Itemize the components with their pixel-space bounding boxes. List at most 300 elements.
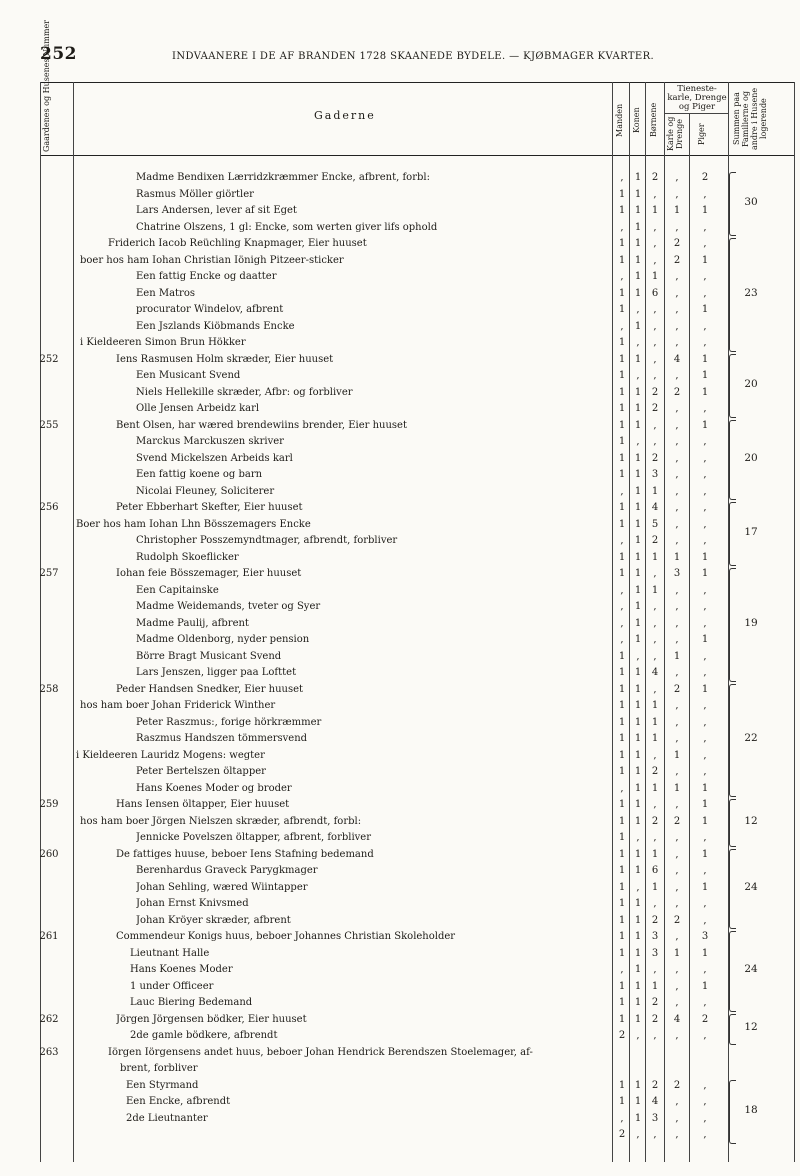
resident-text: Friderich Iacob Reüchling Knapmager, Eier huuset (108, 238, 370, 249)
count-piger: , (703, 287, 707, 299)
resident-entry (130, 1028, 610, 1044)
count-konen: 1 (634, 898, 642, 909)
count-piger: , (703, 733, 707, 744)
table-row (0, 748, 800, 764)
count-manden: 1 (618, 403, 626, 414)
count-karle: , (675, 733, 679, 744)
count-piger: , (703, 1079, 707, 1091)
resident-entry (136, 302, 610, 318)
resident-text: Raszmus Handszen tömmersvend (136, 733, 310, 744)
count-konen: , (636, 436, 640, 447)
count-piger: 1 (701, 568, 709, 579)
count-manden: 1 (618, 799, 626, 810)
count-karle: , (675, 716, 679, 728)
count-manden: 1 (618, 832, 626, 843)
count-piger: , (703, 914, 707, 926)
count-bornene: 1 (651, 716, 659, 728)
rule-tjeneste-sub (664, 113, 728, 114)
count-manden: 1 (618, 914, 626, 926)
count-bornene: 4 (651, 502, 659, 513)
count-bornene: , (653, 221, 657, 233)
count-piger: , (703, 700, 707, 711)
count-karle: , (675, 188, 679, 200)
resident-entry (136, 533, 610, 549)
count-piger: , (703, 320, 707, 332)
resident-text: 2de Lieutnanter (126, 1113, 211, 1124)
group-brace (729, 420, 736, 501)
table-row (0, 1061, 800, 1077)
resident-text: procurator Windelov, afbrent (136, 304, 286, 315)
table-row (0, 484, 800, 500)
count-karle: 2 (673, 914, 681, 926)
count-karle: , (675, 931, 679, 942)
table-row (0, 1111, 800, 1127)
resident-entry (136, 616, 610, 632)
table-row (0, 764, 800, 780)
count-karle: , (675, 1030, 679, 1041)
group-brace (729, 849, 736, 930)
count-manden: 1 (618, 667, 626, 678)
header-gaardenes: Gaardenes og Husenes Nummer (42, 19, 51, 152)
table-row (0, 814, 800, 830)
house-number: 255 (39, 419, 59, 431)
count-bornene: 1 (651, 551, 659, 563)
count-konen: , (636, 304, 640, 315)
count-piger: , (703, 667, 707, 678)
count-karle: , (675, 419, 679, 431)
count-konen: 1 (634, 733, 642, 744)
count-konen: , (636, 337, 640, 348)
count-karle: , (675, 485, 679, 497)
table-row (0, 830, 800, 846)
group-total: 18 (744, 1103, 758, 1116)
table-row (0, 269, 800, 285)
resident-text: Johan Ernst Knivsmed (136, 898, 252, 909)
table-row (0, 1045, 800, 1061)
resident-entry (136, 665, 610, 681)
table-row (0, 368, 800, 384)
count-bornene: 2 (651, 1079, 659, 1091)
group-total: 12 (744, 814, 758, 827)
table-row (0, 302, 800, 318)
count-manden: 1 (618, 386, 626, 398)
count-bornene: 4 (651, 1096, 659, 1107)
count-karle: , (675, 370, 679, 381)
count-konen: 1 (634, 271, 642, 282)
count-manden: , (620, 271, 624, 282)
resident-entry (136, 764, 610, 780)
resident-entry (136, 368, 610, 384)
count-piger: , (703, 436, 707, 447)
count-karle: , (675, 848, 679, 860)
count-manden: , (620, 1112, 624, 1124)
count-konen: 1 (634, 716, 642, 728)
resident-entry (76, 517, 610, 533)
count-manden: 1 (618, 815, 626, 827)
group-brace (729, 354, 736, 418)
count-konen: 1 (634, 188, 642, 200)
count-bornene: , (653, 370, 657, 381)
count-manden: 1 (618, 254, 626, 266)
resident-text: hos ham boer Johan Friderick Winther (80, 700, 278, 711)
resident-text: Peder Handsen Snedker, Eier huuset (116, 684, 306, 695)
count-manden: 1 (618, 287, 626, 299)
table-row (0, 847, 800, 863)
resident-entry (136, 781, 610, 797)
count-konen: 1 (634, 551, 642, 563)
count-bornene: , (653, 832, 657, 843)
resident-text: Chatrine Olszens, 1 gl: Encke, som werten giver lifs ophold (136, 222, 440, 233)
resident-entry (76, 748, 610, 764)
house-number: 258 (39, 683, 59, 695)
count-manden: 1 (618, 188, 626, 200)
count-karle: , (675, 1112, 679, 1124)
table-row (0, 319, 800, 335)
resident-text: Een Jszlands Kiöbmands Encke (136, 321, 298, 332)
count-piger: , (703, 766, 707, 777)
group-brace (729, 172, 736, 236)
count-bornene: , (653, 650, 657, 662)
group-brace (729, 931, 736, 1012)
resident-text: Jennicke Povelszen öltapper, afbrent, forbliver (136, 832, 374, 843)
count-piger: , (703, 617, 707, 629)
count-konen: 1 (634, 617, 642, 629)
count-karle: , (675, 304, 679, 315)
count-bornene: 2 (651, 815, 659, 827)
count-manden: 1 (618, 898, 626, 909)
table-row (0, 566, 800, 582)
resident-text: boer hos ham Iohan Christian Iönigh Pitzeer-sticker (80, 255, 347, 266)
count-karle: , (675, 766, 679, 777)
resident-entry (136, 467, 610, 483)
count-manden: 1 (618, 931, 626, 942)
group-total: 20 (744, 451, 758, 464)
count-bornene: , (653, 188, 657, 200)
count-bornene: , (653, 238, 657, 249)
count-manden: 1 (618, 551, 626, 563)
group-brace (729, 568, 736, 682)
count-bornene: , (653, 964, 657, 975)
resident-entry (80, 253, 610, 269)
resident-entry (136, 863, 610, 879)
count-manden: 1 (618, 452, 626, 464)
group-brace (729, 799, 736, 847)
count-piger: , (703, 1129, 707, 1140)
count-manden: 1 (618, 947, 626, 959)
resident-entry (136, 632, 610, 648)
group-total: 24 (744, 963, 758, 976)
count-bornene: 2 (651, 535, 659, 546)
table-row (0, 533, 800, 549)
count-piger: , (703, 584, 707, 596)
resident-entry (80, 698, 610, 714)
resident-text: Iens Rasmusen Holm skræder, Eier huuset (116, 354, 336, 365)
resident-text: Een Encke, afbrendt (126, 1096, 233, 1107)
count-bornene: , (653, 601, 657, 612)
resident-text: Madme Weidemands, tveter og Syer (136, 601, 323, 612)
header-piger: Piger (697, 123, 706, 145)
count-manden: 1 (618, 865, 626, 876)
resident-entry (136, 484, 610, 500)
header-bornene: Børnene (649, 102, 658, 138)
count-konen: , (636, 832, 640, 843)
resident-entry (126, 1111, 610, 1127)
count-karle: 1 (673, 782, 681, 794)
table-row (0, 352, 800, 368)
count-bornene: 3 (651, 469, 659, 480)
count-piger: 1 (701, 551, 709, 563)
table-row (0, 863, 800, 879)
count-karle: , (675, 832, 679, 843)
resident-text: Johan Kröyer skræder, afbrent (136, 915, 294, 926)
count-karle: , (675, 221, 679, 233)
resident-text: Hans Iensen öltapper, Eier huuset (116, 799, 292, 810)
resident-text: Marckus Marckuszen skriver (136, 436, 287, 447)
group-total: 19 (744, 616, 758, 629)
count-konen: 1 (634, 469, 642, 480)
resident-text: Christopher Posszemyndtmager, afbrendt, forbliver (136, 535, 400, 546)
count-manden: , (620, 584, 624, 596)
resident-text: Madme Bendixen Lærridzkræmmer Encke, afbrent, forbl: (136, 172, 433, 183)
resident-entry (130, 946, 610, 962)
count-konen: 1 (634, 254, 642, 266)
table-row (0, 616, 800, 632)
count-karle: , (675, 997, 679, 1008)
resident-text: Rasmus Möller giörtler (136, 189, 257, 200)
leader-dots (136, 296, 610, 297)
house-number: 260 (39, 848, 59, 860)
count-manden: 1 (618, 881, 626, 893)
count-manden: 1 (618, 749, 626, 761)
count-piger: 1 (701, 683, 709, 695)
count-piger: 1 (701, 848, 709, 860)
group-brace (729, 502, 736, 566)
count-karle: , (675, 584, 679, 596)
count-karle: 1 (673, 749, 681, 761)
count-karle: , (675, 980, 679, 992)
house-number: 261 (39, 931, 59, 942)
count-konen: 1 (634, 205, 642, 216)
resident-entry (130, 979, 610, 995)
house-number: 256 (39, 502, 59, 513)
count-konen: 1 (634, 518, 642, 530)
count-konen: 1 (634, 535, 642, 546)
table-row (0, 682, 800, 698)
count-piger: 1 (701, 881, 709, 893)
count-manden: 1 (618, 650, 626, 662)
count-konen: 1 (634, 1013, 642, 1025)
resident-text: Lars Andersen, lever af sit Eget (136, 205, 300, 216)
count-karle: , (675, 617, 679, 629)
count-bornene: 6 (651, 865, 659, 876)
count-piger: , (703, 898, 707, 909)
resident-text: Lauc Biering Bedemand (130, 997, 255, 1008)
count-manden: , (620, 535, 624, 546)
count-manden: 1 (618, 733, 626, 744)
count-manden: , (620, 320, 624, 332)
count-piger: 1 (701, 205, 709, 216)
resident-text: brent, forbliver (120, 1063, 201, 1074)
count-manden: 2 (618, 1030, 626, 1041)
table-row (0, 698, 800, 714)
resident-text: Peter Bertelszen öltapper (136, 766, 269, 777)
count-konen: 1 (634, 238, 642, 249)
count-konen: , (636, 370, 640, 381)
resident-entry (120, 1061, 610, 1077)
table-row (0, 781, 800, 797)
count-karle: 1 (673, 650, 681, 662)
table-row (0, 632, 800, 648)
count-karle: , (675, 469, 679, 480)
count-bornene: , (653, 254, 657, 266)
count-bornene: , (653, 304, 657, 315)
count-konen: 1 (634, 667, 642, 678)
count-bornene: 1 (651, 881, 659, 893)
resident-entry (126, 1078, 610, 1094)
count-bornene: 1 (651, 271, 659, 282)
count-bornene: 3 (651, 1112, 659, 1124)
count-konen: 1 (634, 683, 642, 695)
count-konen: 1 (634, 700, 642, 711)
resident-entry (136, 830, 610, 846)
resident-entry (136, 319, 610, 335)
count-piger: 3 (701, 931, 709, 942)
count-karle: , (675, 287, 679, 299)
resident-text (126, 1129, 129, 1140)
group-brace (729, 1014, 736, 1045)
count-manden: , (620, 601, 624, 612)
count-manden: 1 (618, 304, 626, 315)
count-bornene: 3 (651, 947, 659, 959)
count-konen: 1 (634, 914, 642, 926)
resident-entry (136, 731, 610, 747)
table-row (0, 913, 800, 929)
count-konen: 1 (634, 320, 642, 332)
table-row (0, 583, 800, 599)
group-total: 24 (744, 880, 758, 893)
count-piger: , (703, 964, 707, 975)
resident-text: hos ham boer Jörgen Nielszen skræder, afbrendt, forbl: (80, 816, 364, 827)
table-row (0, 929, 800, 945)
count-manden: 2 (618, 1129, 626, 1140)
count-karle: , (675, 898, 679, 909)
count-karle: , (675, 865, 679, 876)
count-karle: , (675, 601, 679, 612)
count-konen: 1 (634, 997, 642, 1008)
resident-text: Peter Raszmus:, forige hörkræmmer (136, 717, 324, 728)
resident-entry (136, 170, 610, 186)
house-number: 259 (39, 799, 59, 810)
count-bornene: , (653, 617, 657, 629)
count-konen: 1 (634, 485, 642, 497)
count-piger: 1 (701, 419, 709, 431)
table-row (0, 467, 800, 483)
count-konen: 1 (634, 782, 642, 794)
count-bornene: 6 (651, 287, 659, 299)
header-karle: Karle og Drenge (666, 116, 684, 152)
count-konen: 1 (634, 980, 642, 992)
count-piger: , (703, 502, 707, 513)
count-konen: 1 (634, 634, 642, 645)
count-manden: 1 (618, 370, 626, 381)
count-bornene: 5 (651, 518, 659, 530)
count-manden: 1 (618, 205, 626, 216)
group-brace (729, 238, 736, 352)
count-karle: 1 (673, 551, 681, 563)
count-piger: , (703, 271, 707, 282)
count-karle: , (675, 667, 679, 678)
count-bornene: 1 (651, 733, 659, 744)
count-konen: 1 (634, 419, 642, 431)
count-piger: 1 (701, 782, 709, 794)
count-karle: 4 (673, 353, 681, 365)
group-total: 12 (744, 1021, 758, 1033)
table-row (0, 1012, 800, 1028)
table-row (0, 1028, 800, 1044)
resident-text: Olle Jensen Arbeidz karl (136, 403, 262, 414)
count-manden: 1 (618, 518, 626, 530)
count-piger: , (703, 403, 707, 414)
count-konen: 1 (634, 1096, 642, 1107)
count-karle: 2 (673, 238, 681, 249)
table-row (0, 451, 800, 467)
count-manden: 1 (618, 683, 626, 695)
count-karle: , (675, 172, 679, 183)
header-manden: Manden (615, 103, 624, 137)
resident-entry (126, 1127, 610, 1143)
count-piger: , (703, 749, 707, 761)
count-bornene: , (653, 749, 657, 761)
house-number: 252 (39, 353, 59, 365)
count-konen: , (636, 650, 640, 662)
count-konen: 1 (634, 964, 642, 975)
count-manden: 1 (618, 436, 626, 447)
count-piger: , (703, 337, 707, 348)
group-total: 30 (744, 196, 758, 208)
table-row (0, 517, 800, 533)
count-konen: 1 (634, 749, 642, 761)
count-karle: , (675, 502, 679, 513)
resident-entry (116, 1012, 610, 1028)
count-manden: 1 (618, 766, 626, 777)
count-bornene: , (653, 568, 657, 579)
header-top-rule (40, 82, 794, 83)
resident-text: Een Styrmand (126, 1080, 201, 1091)
count-bornene: 1 (651, 485, 659, 497)
count-bornene: , (653, 683, 657, 695)
count-manden: 1 (618, 1096, 626, 1107)
count-bornene: 1 (651, 782, 659, 794)
count-karle: 1 (673, 947, 681, 959)
resident-entry (116, 500, 610, 516)
resident-entry (130, 962, 610, 978)
count-konen: 1 (634, 568, 642, 579)
resident-entry (136, 203, 610, 219)
resident-entry (80, 814, 610, 830)
count-karle: , (675, 535, 679, 546)
count-konen: 1 (634, 386, 642, 398)
resident-entry (136, 401, 610, 417)
resident-entry (130, 995, 610, 1011)
count-manden: , (620, 634, 624, 645)
count-bornene: 2 (651, 914, 659, 926)
count-bornene: 1 (651, 700, 659, 711)
count-karle: , (675, 271, 679, 282)
table-row (0, 187, 800, 203)
resident-entry (126, 1094, 610, 1110)
table-row (0, 418, 800, 434)
resident-text: i Kieldeeren Lauridz Mogens: wegter (76, 750, 268, 761)
